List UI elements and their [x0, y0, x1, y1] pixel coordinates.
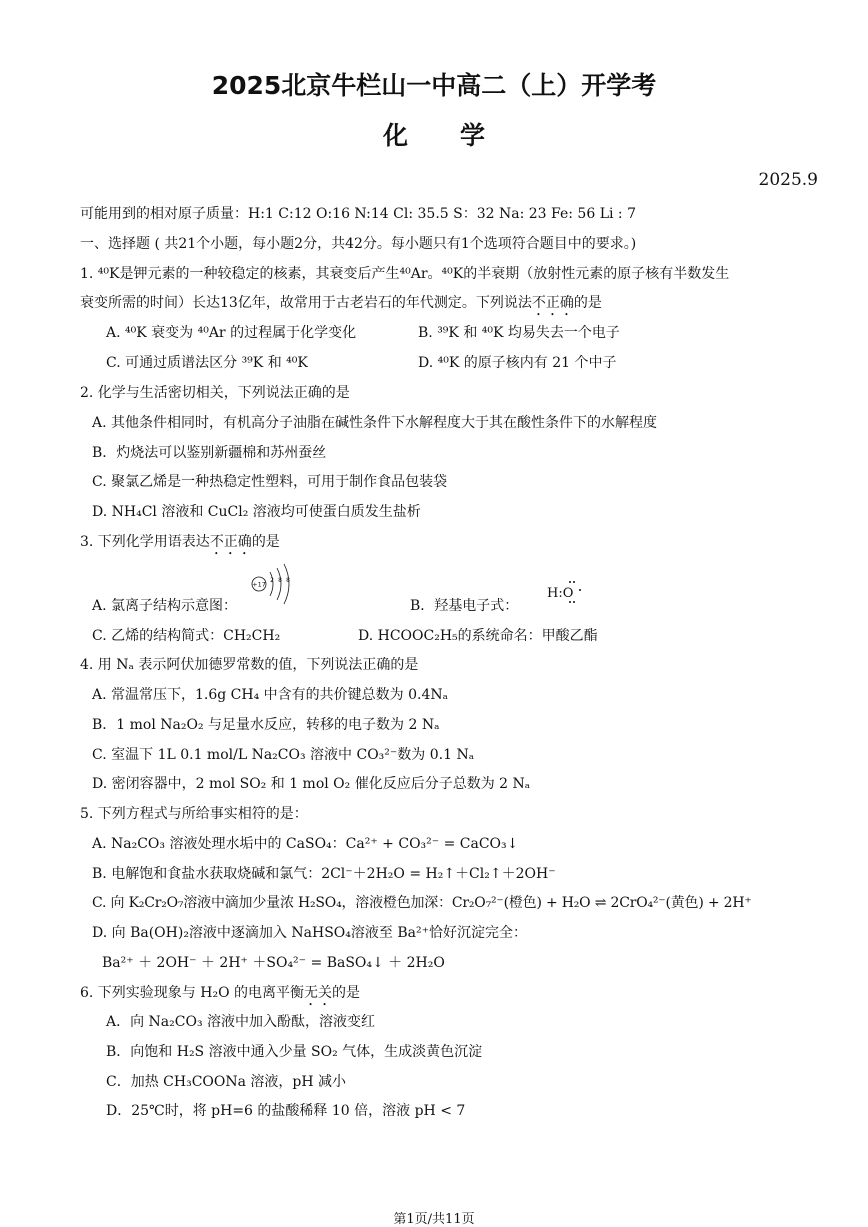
hydroxyl-formula-text: H:O	[547, 586, 574, 601]
ion-shell-3: 8	[286, 577, 290, 584]
q3-option-a: A. 氯离子结构示意图：	[92, 598, 238, 614]
exam-date: 2025.9	[758, 170, 818, 190]
q4-option-c: C. 室温下 1L 0.1 mol/L Na₂CO₃ 溶液中 CO₃²⁻数为 0.1 Nₐ	[92, 747, 475, 763]
q6-option-b: B．向饱和 H₂S 溶液中通入少量 SO₂ 气体，生成淡黄色沉淀	[106, 1044, 483, 1060]
q5-stem: 5. 下列方程式与所给事实相符的是：	[80, 806, 308, 822]
atomic-masses: 可能用到的相对原子质量：H:1 C:12 O:16 N:14 Cl: 35.5 S：32 Na: 23 Fe: 56 Li : 7	[80, 206, 636, 222]
q6-option-c: C．加热 CH₃COONa 溶液，pH 减小	[106, 1074, 347, 1090]
q3-option-b: B．羟基电子式：	[410, 598, 519, 614]
q1-stem-line2: 衰变所需的时间）长达13亿年，故常用于古老岩石的年代测定。下列说法不正确的是	[80, 295, 602, 311]
q4-option-b: B．1 mol Na₂O₂ 与足量水反应，转移的电子数为 2 Nₐ	[92, 717, 440, 733]
q1-option-c: C. 可通过质谱法区分 ³⁹K 和 ⁴⁰K	[106, 355, 308, 371]
q3-option-c: C. 乙烯的结构简式：CH₂CH₂	[92, 628, 281, 644]
q5-option-c: C. 向 K₂Cr₂O₇溶液中滴加少量浓 H₂SO₄，溶液橙色加深：Cr₂O₇²⁻(橙色) + H₂O ⇌ 2CrO₄²⁻(黄色) + 2H⁺	[92, 895, 752, 911]
q5-option-b: B. 电解饱和食盐水获取烧碱和氯气：2Cl⁻＋2H₂O = H₂↑＋Cl₂↑＋2OH⁻	[92, 866, 556, 882]
q1-option-b: B. ³⁹K 和 ⁴⁰K 均易失去一个电子	[418, 325, 620, 341]
page-footer: 第1页/共11页	[393, 1212, 475, 1227]
q2-option-c: C. 聚氯乙烯是一种热稳定性塑料，可用于制作食品包装袋	[92, 474, 448, 490]
q1-emphasis: 不正确	[531, 295, 574, 311]
q6-emphasis: 无关	[304, 985, 333, 1001]
exam-title: 2025北京牛栏山一中高二（上）开学考	[211, 71, 657, 100]
q2-option-d: D. NH₄Cl 溶液和 CuCl₂ 溶液均可使蛋白质发生盐析	[92, 504, 421, 520]
q2-stem: 2. 化学与生活密切相关，下列说法正确的是	[80, 385, 350, 401]
q1-option-a: A. ⁴⁰K 衰变为 ⁴⁰Ar 的过程属于化学变化	[106, 325, 357, 341]
q6-option-d: D．25℃时，将 pH=6 的盐酸稀释 10 倍，溶液 pH < 7	[106, 1103, 466, 1119]
q1-option-d: D. ⁴⁰K 的原子核内有 21 个中子	[418, 355, 617, 371]
q3-option-d: D. HCOOC₂H₅的系统命名：甲酸乙酯	[358, 628, 598, 644]
hydroxyl-electron-formula	[546, 578, 586, 608]
chloride-ion-diagram	[246, 562, 306, 612]
subject-title: 化学	[382, 121, 537, 150]
ion-shell-2: 8	[278, 577, 282, 584]
q3-emphasis: 不正确	[209, 534, 252, 550]
q4-stem: 4. 用 Nₐ 表示阿伏加德罗常数的值，下列说法正确的是	[80, 657, 419, 673]
q1-stem-line1: 1. ⁴⁰K是钾元素的一种较稳定的核素，其衰变后产生⁴⁰Ar。⁴⁰K的半衰期（放射性元素的原子核有半数发生	[80, 266, 730, 282]
q5-option-d-equation: Ba²⁺ ＋ 2OH⁻ ＋ 2H⁺ ＋SO₄²⁻ = BaSO₄↓ ＋ 2H₂O	[102, 955, 445, 971]
q4-option-d: D. 密闭容器中，2 mol SO₂ 和 1 mol O₂ 催化反应后分子总数为 2 Nₐ	[92, 776, 531, 792]
q6-option-a: A．向 Na₂CO₃ 溶液中加入酚酞，溶液变红	[106, 1014, 376, 1030]
q2-option-b: B．灼烧法可以鉴别新疆棉和苏州蚕丝	[92, 445, 327, 461]
ion-shell-1: 2	[270, 577, 274, 584]
ion-nucleus-label: +17	[252, 580, 266, 589]
q2-option-a: A. 其他条件相同时，有机高分子油脂在碱性条件下水解程度大于其在酸性条件下的水解程度	[92, 415, 658, 431]
q5-option-d: D. 向 Ba(OH)₂溶液中逐滴加入 NaHSO₄溶液至 Ba²⁺恰好沉淀完全：	[92, 925, 527, 941]
q4-option-a: A. 常温常压下，1.6g CH₄ 中含有的共价键总数为 0.4Nₐ	[92, 687, 449, 703]
section-heading: 一、选择题 ( 共21个小题，每小题2分，共42分。每小题只有1个选项符合题目中的要求。)	[80, 236, 637, 252]
q3-stem: 3. 下列化学用语表达不正确的是	[80, 534, 280, 550]
q5-option-a: A. Na₂CO₃ 溶液处理水垢中的 CaSO₄：Ca²⁺ + CO₃²⁻ = CaCO₃↓	[92, 836, 519, 852]
q6-stem: 6. 下列实验现象与 H₂O 的电离平衡无关的是	[80, 985, 361, 1001]
